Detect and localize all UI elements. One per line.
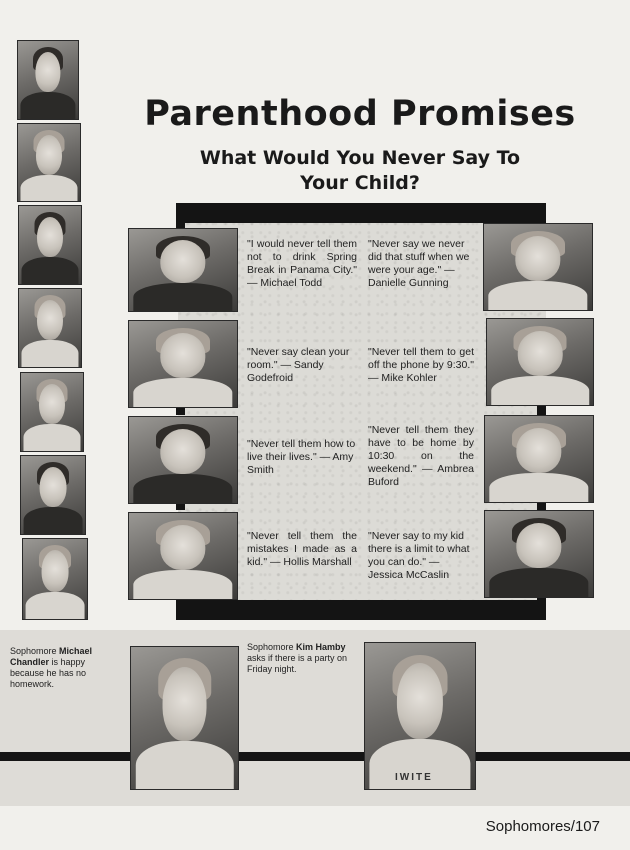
page-folio: Sophomores/107 [485,818,600,835]
student-photo [486,318,594,406]
subtitle-line: Your Child? [300,172,420,194]
portrait-photo [17,40,79,120]
candid-photo [364,642,476,790]
quote-text: "I would never tell them not to drink Spring Break in Panama City." — Michael Todd [247,238,357,289]
portrait-photo [22,538,88,620]
portrait-photo [18,288,82,368]
page-title: Parenthood Promises [144,94,576,134]
student-photo [484,415,594,503]
photo-caption-right [247,642,357,675]
frame-bottom-bar [176,600,546,620]
portrait-photo [20,455,86,535]
caption-name: Kim Hamby [296,642,346,652]
caption-prefix: Sophomore [10,646,60,656]
portrait-photo [18,205,82,285]
quote-text: "Never say we never did that stuff when we were your age." — Danielle Gunning [368,238,470,289]
quote-text: "Never tell them to get off the phone by 9:30." — Mike Kohler [368,346,474,384]
portrait-photo [17,123,81,202]
student-photo [128,228,238,312]
quote-text: "Never tell them they have to be home by 10:30 on the weekend." — Ambrea Buford [368,424,474,488]
student-photo [128,512,238,600]
quote-text: "Never say clean your room." — Sandy Godefroid [247,346,350,384]
quote-text: "Never tell them how to live their lives." — Amy Smith [247,438,356,476]
caption-text: is happy because he has no homework. [10,657,87,689]
page-subtitle [150,146,570,196]
caption-prefix: Sophomore [247,642,297,652]
quote-text: "Never tell them the mistakes I made as a kid." — Hollis Marshall [247,530,357,568]
student-photo [483,223,593,311]
band-stripe [0,752,630,761]
student-photo [484,510,594,598]
caption-name: Michael Chandler [10,646,93,667]
shirt-text: IWITE [395,772,433,783]
caption-text: asks if there is a party on Friday night. [247,653,348,674]
student-photo [128,416,238,504]
frame-tick [537,405,546,415]
candid-photo [130,646,239,790]
portrait-photo [20,372,84,452]
photo-caption-left [10,646,120,690]
frame-top-bar [176,203,546,223]
student-photo [128,320,238,408]
quote-text: "Never say to my kid there is a limit to what you can do." — Jessica McCaslin [368,530,470,581]
subtitle-line: What Would You Never Say To [199,147,521,169]
